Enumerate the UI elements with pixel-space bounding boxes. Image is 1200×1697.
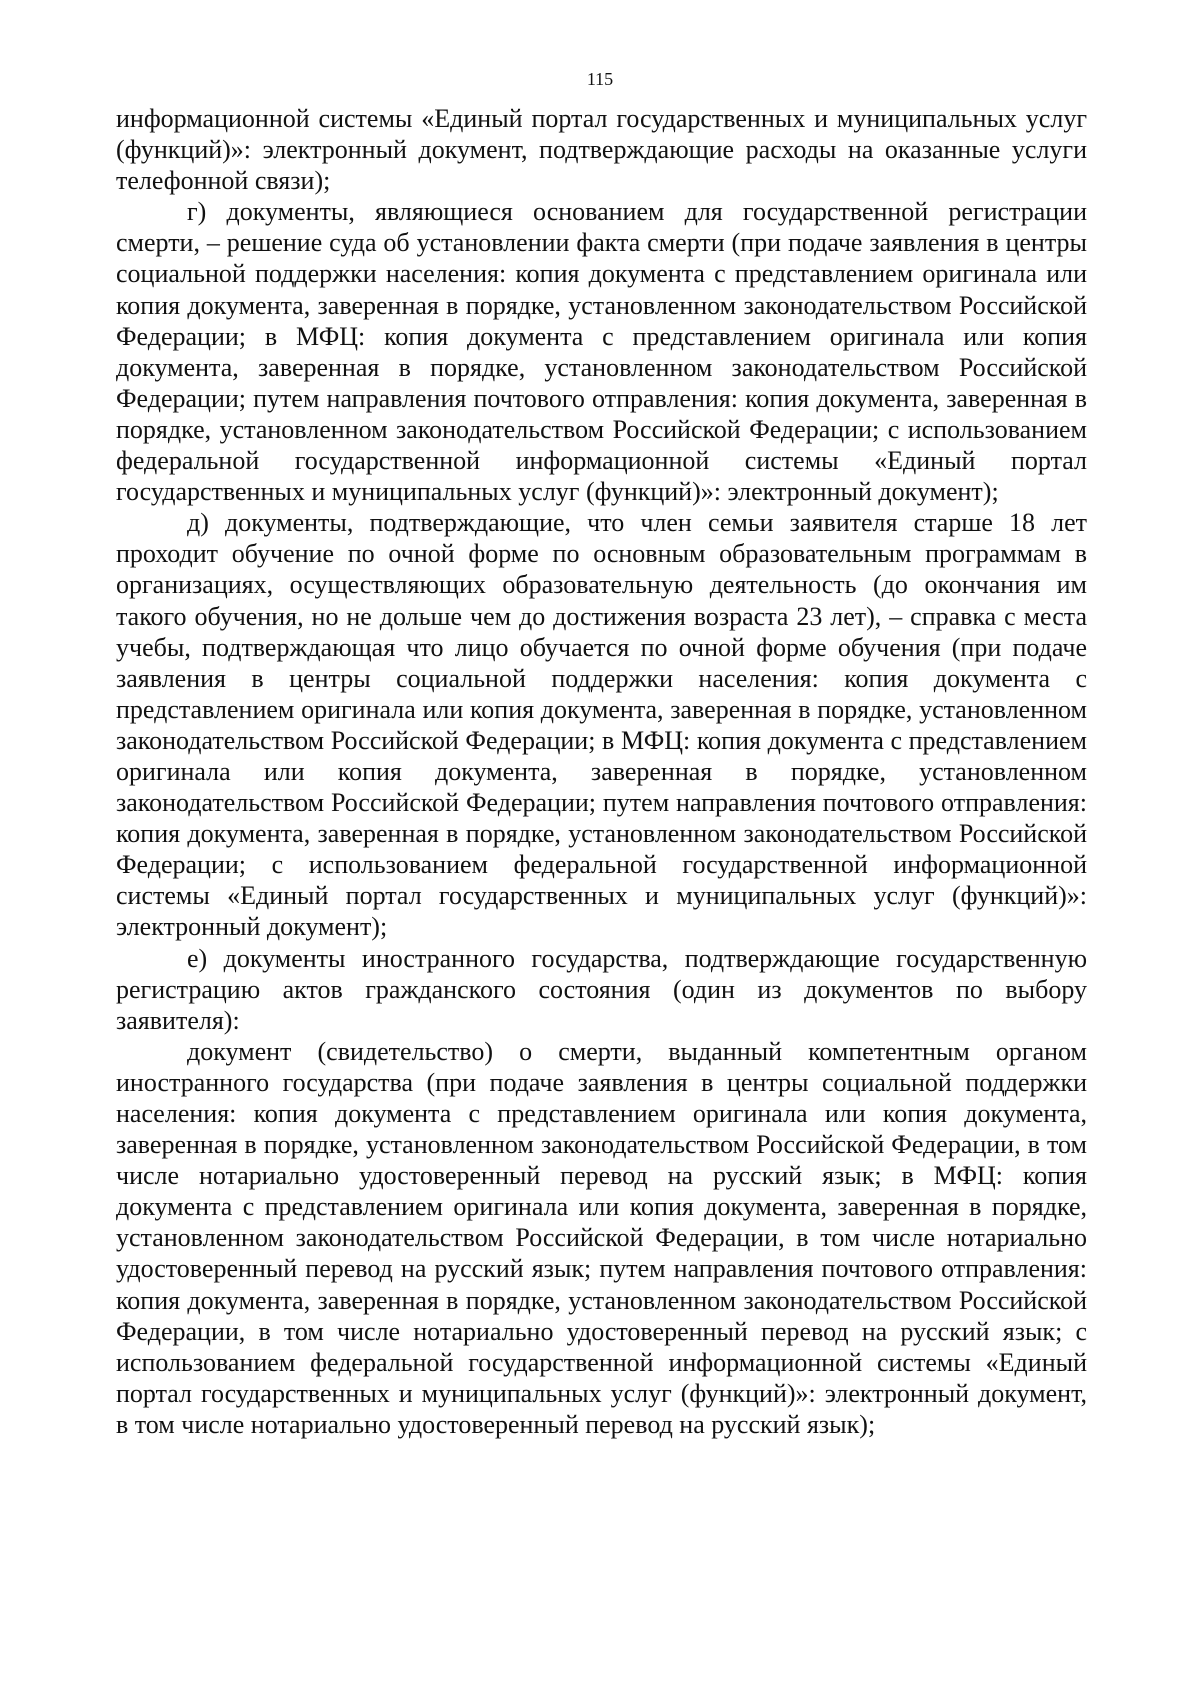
paragraph: е) документы иностранного государства, подтверждающие государственную регистрацию актов гражданского состояния (один из документов по выбору заявителя): [116,943,1087,1035]
paragraph: г) документы, являющиеся основанием для государственной регистрации смерти, – решение суда об установлении факта смерти (при подаче заявления в центры социальной поддержки населения: копия документа с представлением оригинала или копия документа, заверенная в порядке, установленном законодательством Российской Федерации; в МФЦ: копия документа с представлением оригинала или копия документа, заверенная в порядке, установленном законодательством Российской Федерации; путем направления почтового отправления: копия документа, заверенная в порядке, установленном законодательством Российской Федерации; с использованием федеральной государственной информационной системы «Единый портал государственных и муниципальных услуг (функций)»: электронный документ); [116,197,1087,507]
paragraph: информационной системы «Единый портал государственных и муниципальных услуг (функций)»: электронный документ, подтверждающие расходы на оказанные услуги телефонной связи); [116,104,1087,196]
page-number: 115 [586,69,614,89]
paragraph: документ (свидетельство) о смерти, выданный компетентным органом иностранного государства (при подаче заявления в центры социальной поддержки населения: копия документа с представлением оригинала или копия документа, заверенная в порядке, установленном законодательством Российской Федерации, в том числе нотариально удостоверенный перевод на русский язык; в МФЦ: копия документа с представлением оригинала или копия документа, заверенная в порядке, установленном законодательством Российской Федерации, в том числе нотариально удостоверенный перевод на русский язык; путем направления почтового отправления: копия документа, заверенная в порядке, установленном законодательством Российской Федерации, в том числе нотариально удостоверенный перевод на русский язык; с использованием федеральной государственной информационной системы «Единый портал государственных и муниципальных услуг (функций)»: электронный документ, в том числе нотариально удостоверенный перевод на русский язык); [116,1036,1087,1439]
document-body [116,103,1087,1440]
paragraph: д) документы, подтверждающие, что член семьи заявителя старше 18 лет проходит обучение по очной форме по основным образовательным программам в организациях, осуществляющих образовательную деятельность (до окончания им такого обучения, но не дольше чем до достижения возраста 23 лет), – справка с места учебы, подтверждающая что лицо обучается по очной форме обучения (при подаче заявления в центры социальной поддержки населения: копия документа с представлением оригинала или копия документа, заверенная в порядке, установленном законодательством Российской Федерации; в МФЦ: копия документа с представлением оригинала или копия документа, заверенная в порядке, установленном законодательством Российской Федерации; путем направления почтового отправления: копия документа, заверенная в порядке, установленном законодательством Российской Федерации; с использованием федеральной государственной информационной системы «Единый портал государственных и муниципальных услуг (функций)»: электронный документ); [116,508,1087,942]
